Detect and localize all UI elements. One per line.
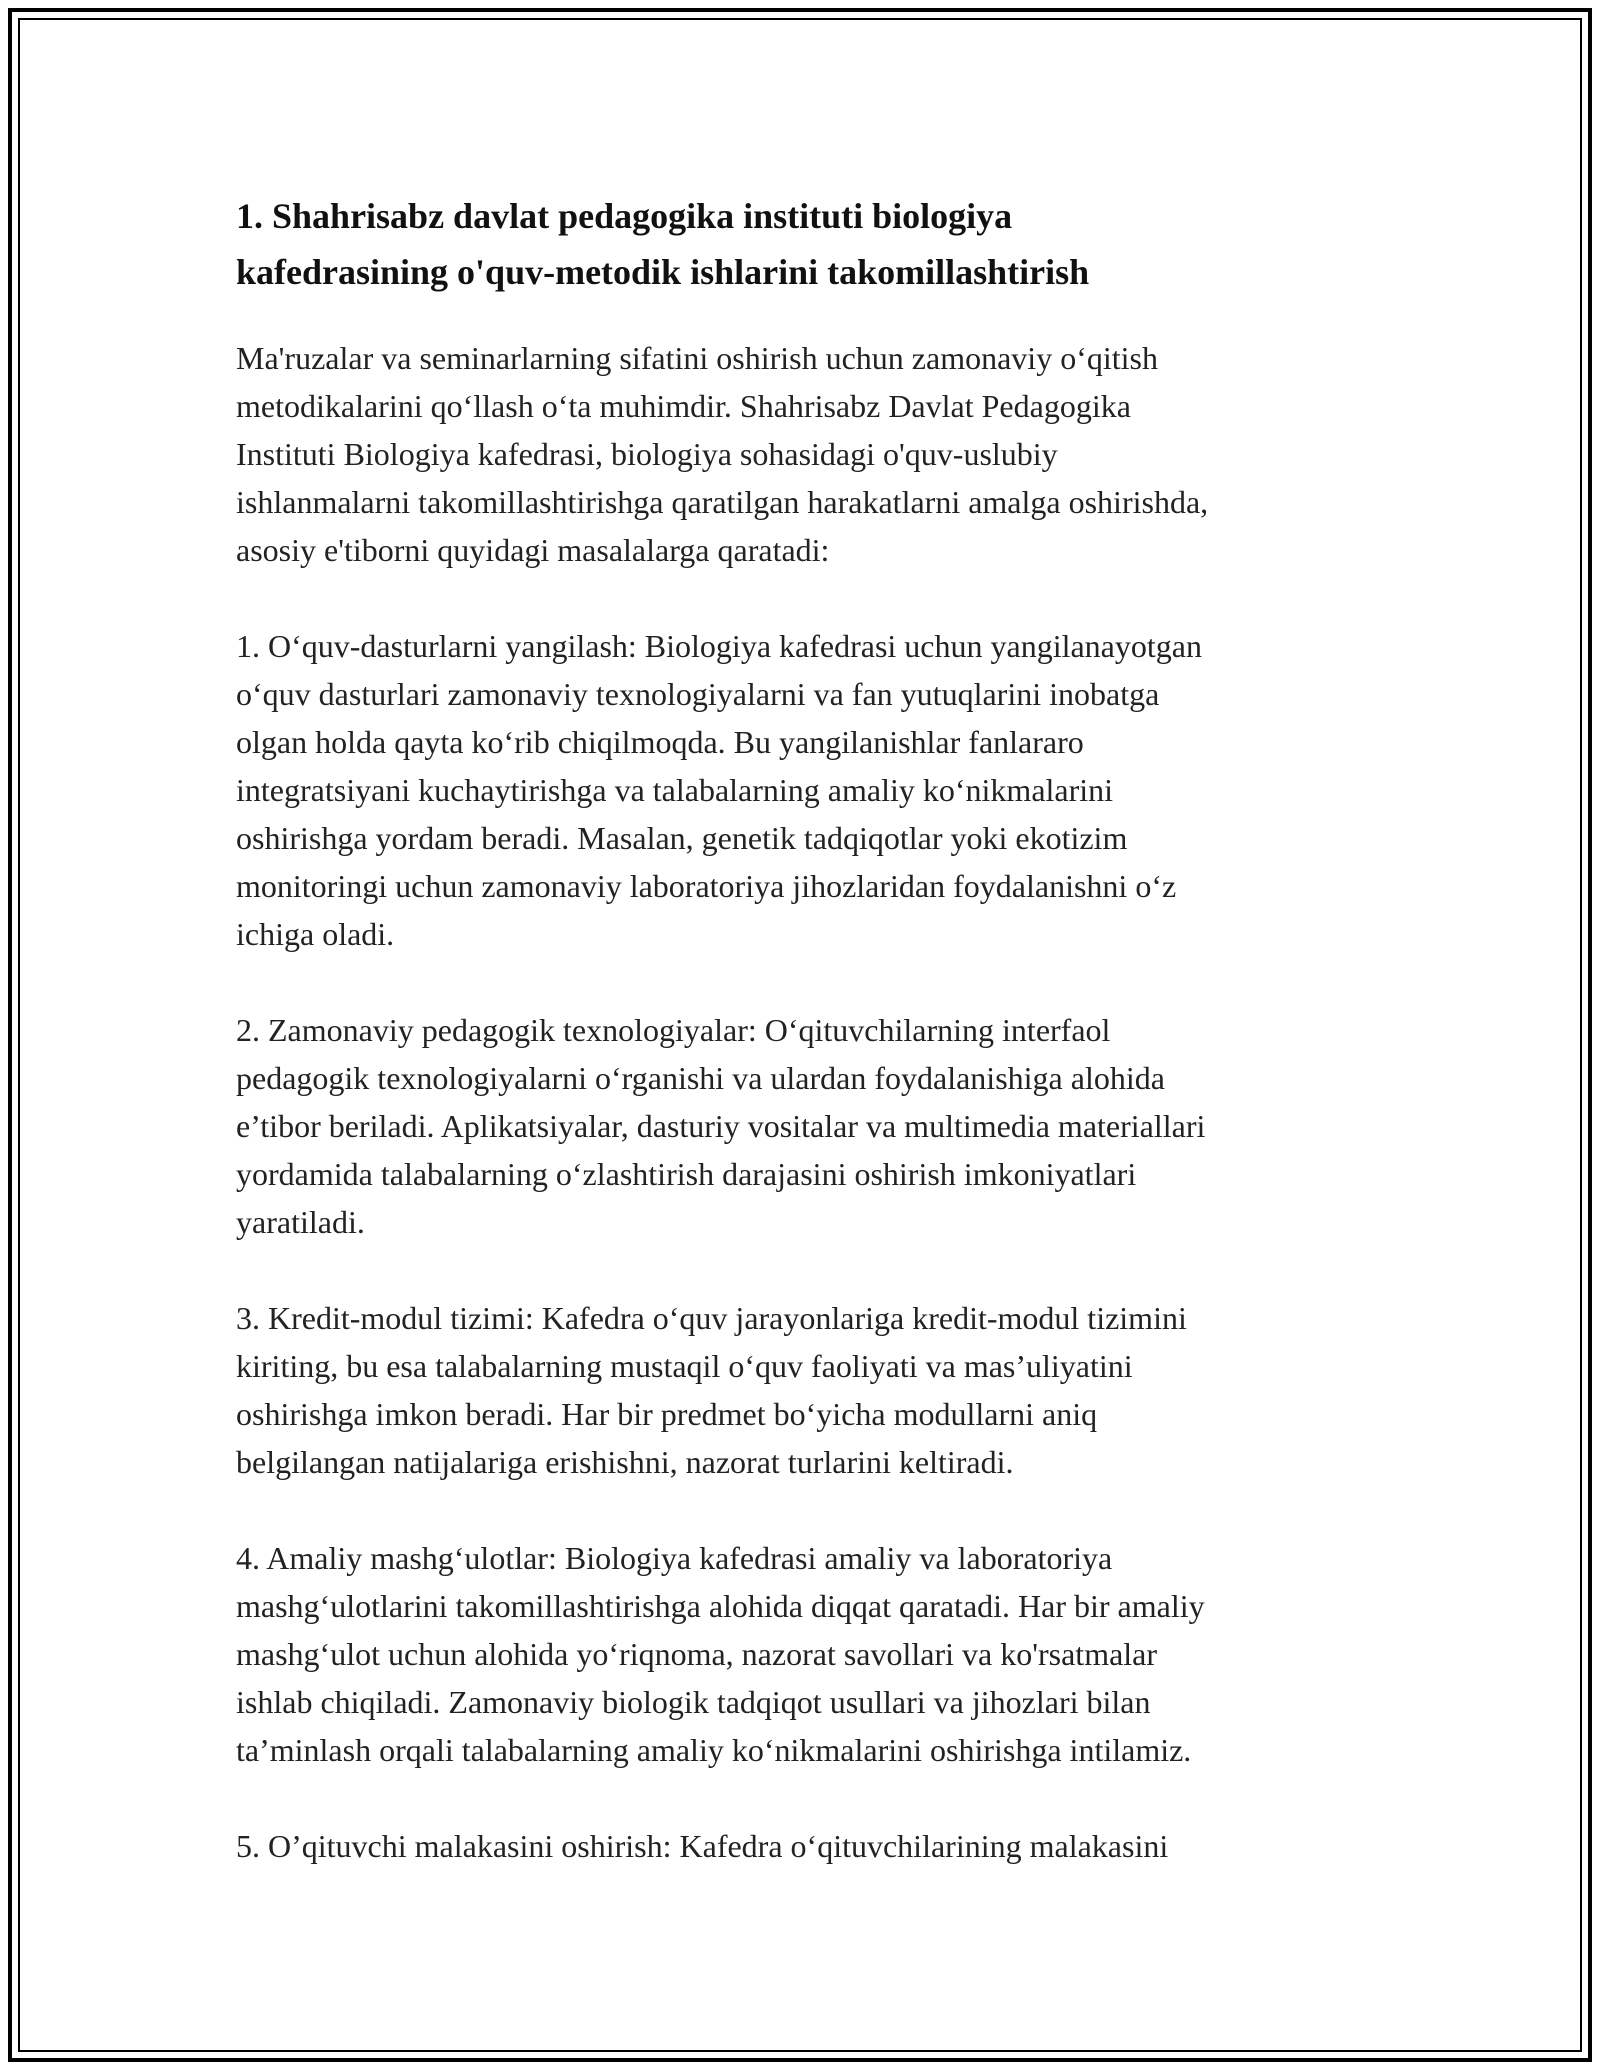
text-line: kiriting, bu esa talabalarning mustaqil o‘quv faoliyati va mas’uliyatini	[236, 1348, 1133, 1384]
text-line: 4. Amaliy mashg‘ulotlar: Biologiya kafedrasi amaliy va laboratoriya	[236, 1540, 1113, 1576]
text-line: monitoringi uchun zamonaviy laboratoriya jihozlaridan foydalanishni o‘z	[236, 868, 1177, 904]
text-line: mashg‘ulotlarini takomillashtirishga alohida diqqat qaratadi. Har bir amaliy	[236, 1588, 1205, 1624]
section-paragraph-2	[236, 1006, 1366, 1246]
text-line: yordamida talabalarning o‘zlashtirish darajasini oshirish imkoniyatlari	[236, 1156, 1137, 1192]
text-line: ta’minlash orqali talabalarning amaliy ko‘nikmalarini oshirishga intilamiz.	[236, 1732, 1192, 1768]
text-line: metodikalarini qo‘llash o‘ta muhimdir. Shahrisabz Davlat Pedagogika	[236, 388, 1131, 424]
section-paragraph-3	[236, 1294, 1366, 1486]
text-line: belgilangan natijalariga erishishni, nazorat turlarini keltiradi.	[236, 1444, 1014, 1480]
text-line: olgan holda qayta ko‘rib chiqilmoqda. Bu yangilanishlar fanlararo	[236, 724, 1084, 760]
text-line: e’tibor beriladi. Aplikatsiyalar, dasturiy vositalar va multimedia materiallari	[236, 1108, 1206, 1144]
text-line: asosiy e'tiborni quyidagi masalalarga qaratadi:	[236, 532, 830, 568]
title-line: 1. Shahrisabz davlat pedagogika instituti biologiya	[236, 196, 1013, 236]
text-line: 1. O‘quv-dasturlarni yangilash: Biologiya kafedrasi uchun yangilanayotgan	[236, 628, 1202, 664]
text-line: o‘quv dasturlari zamonaviy texnologiyalarni va fan yutuqlarini inobatga	[236, 676, 1160, 712]
text-line: ishlanmalarni takomillashtirishga qaratilgan harakatlarni amalga oshirishda,	[236, 484, 1209, 520]
text-line: integratsiyani kuchaytirishga va talabalarning amaliy ko‘nikmalarini	[236, 772, 1114, 808]
section-paragraph-1	[236, 622, 1366, 958]
text-line: Instituti Biologiya kafedrasi, biologiya sohasidagi o'quv-uslubiy	[236, 436, 1058, 472]
text-line: 3. Kredit-modul tizimi: Kafedra o‘quv jarayonlariga kredit-modul tizimini	[236, 1300, 1187, 1336]
text-line: mashg‘ulot uchun alohida yo‘riqnoma, nazorat savollari va ko'rsatmalar	[236, 1636, 1158, 1672]
text-line: ichiga oladi.	[236, 916, 395, 952]
document-page	[236, 188, 1366, 1918]
text-line: oshirishga imkon beradi. Har bir predmet bo‘yicha modullarni aniq	[236, 1396, 1098, 1432]
text-line: Ma'ruzalar va seminarlarning sifatini oshirish uchun zamonaviy o‘qitish	[236, 340, 1158, 376]
text-line: oshirishga yordam beradi. Masalan, genetik tadqiqotlar yoki ekotizim	[236, 820, 1128, 856]
title-line: kafedrasining o'quv-metodik ishlarini takomillashtirish	[236, 252, 1090, 292]
text-line: pedagogik texnologiyalarni o‘rganishi va ulardan foydalanishiga alohida	[236, 1060, 1165, 1096]
document-title	[236, 188, 1366, 300]
text-line: 2. Zamonaviy pedagogik texnologiyalar: O‘qituvchilarning interfaol	[236, 1012, 1111, 1048]
section-paragraph-5	[236, 1822, 1366, 1870]
text-line: yaratiladi.	[236, 1204, 365, 1240]
text-line: 5. O’qituvchi malakasini oshirish: Kafedra o‘qituvchilarining malakasini	[236, 1828, 1169, 1864]
text-line: ishlab chiqiladi. Zamonaviy biologik tadqiqot usullari va jihozlari bilan	[236, 1684, 1151, 1720]
section-paragraph-4	[236, 1534, 1366, 1774]
intro-paragraph	[236, 334, 1366, 574]
